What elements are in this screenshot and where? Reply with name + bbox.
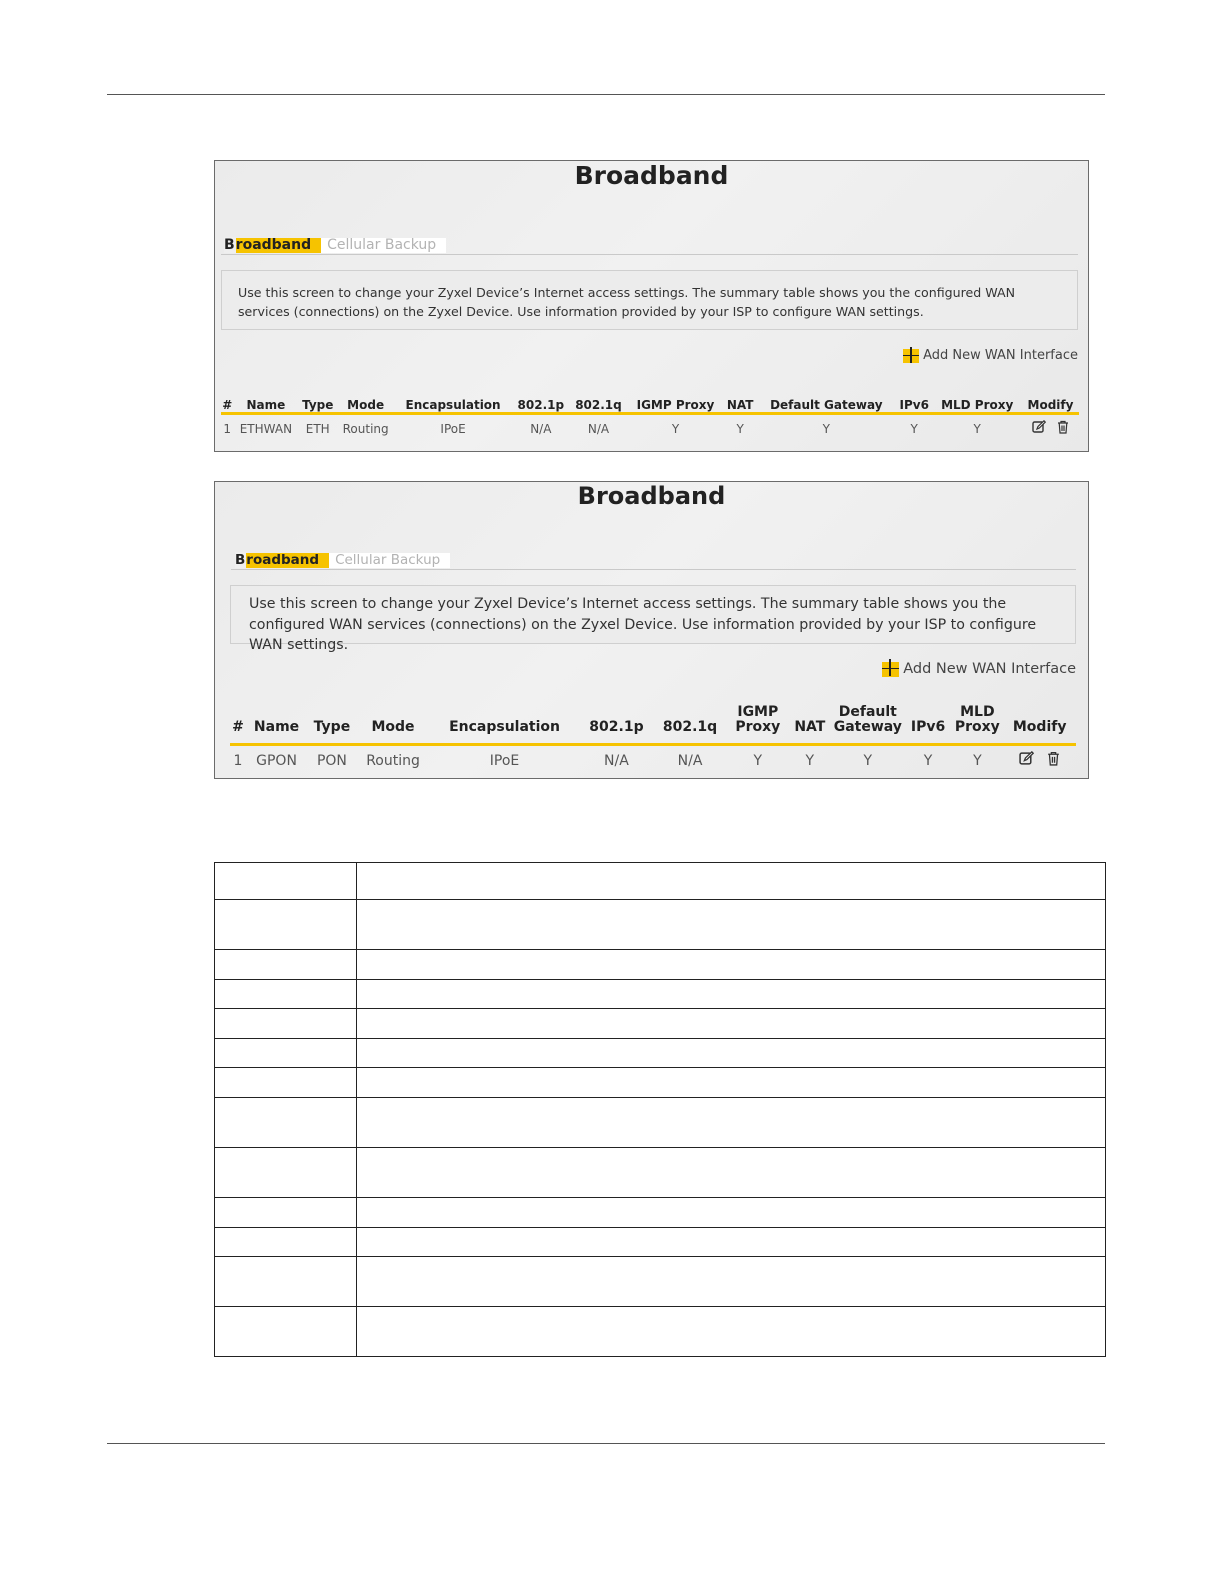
table-row — [215, 1039, 1106, 1068]
table-cell — [357, 1257, 1106, 1307]
table-cell — [215, 1198, 357, 1228]
col-modify: Modify — [1027, 397, 1074, 412]
table-header-row — [221, 383, 1079, 413]
col-mld-proxy: MLD Proxy — [954, 703, 1000, 735]
cell-default-gateway: Y — [863, 752, 873, 769]
cell-mode: Routing — [342, 421, 389, 436]
table-cell — [357, 900, 1106, 950]
table-cell — [357, 1098, 1106, 1148]
table-row — [230, 744, 1076, 776]
col-ipv6: IPv6 — [910, 718, 946, 735]
table-header-row — [230, 702, 1076, 744]
cell-8021p: N/A — [530, 421, 552, 436]
cell-index: 1 — [223, 421, 232, 436]
col-8021p: 802.1p — [589, 718, 644, 735]
tab-cellular-backup[interactable]: Cellular Backup — [329, 553, 450, 568]
table-row — [215, 1198, 1106, 1228]
table-row — [215, 1098, 1106, 1148]
description-text: Use this screen to change your Zyxel Device’s Internet access settings. The summary table shows you the configured WAN services (connections) on the Zyxel Device. Use information provided by your ISP to configure WAN settings. — [249, 596, 1037, 653]
table-row — [221, 413, 1079, 443]
col-8021q: 802.1q — [575, 397, 622, 412]
col-8021q: 802.1q — [662, 718, 718, 735]
col-8021p: 802.1p — [517, 397, 565, 412]
add-wan-interface-label: Add New WAN Interface — [923, 348, 1078, 363]
table-row — [215, 1009, 1106, 1039]
table-cell — [357, 1009, 1106, 1039]
table-cell — [357, 1198, 1106, 1228]
table-row — [215, 1068, 1106, 1098]
col-name: Name — [253, 718, 300, 735]
col-ipv6: IPv6 — [899, 397, 929, 412]
cell-name: ETHWAN — [239, 421, 293, 436]
col-mode: Mode — [371, 718, 415, 735]
col-modify: Modify — [1012, 718, 1067, 735]
col-type: Type — [313, 718, 351, 735]
col-name: Name — [246, 397, 286, 412]
plus-icon — [882, 662, 899, 677]
page-footer-rule — [107, 1443, 1105, 1444]
cell-nat: Y — [736, 421, 744, 436]
page-title: Broadband — [577, 482, 726, 510]
cell-name: GPON — [256, 752, 297, 769]
field-description-table — [214, 862, 1106, 1357]
cell-nat: Y — [805, 752, 815, 769]
tab-cellular-backup[interactable]: Cellular Backup — [321, 238, 446, 253]
page-header-rule — [107, 94, 1105, 95]
col-nat: NAT — [794, 718, 826, 735]
table-cell — [215, 950, 357, 980]
table-cell — [357, 1148, 1106, 1198]
cell-modify — [1003, 744, 1076, 776]
description-box — [230, 585, 1076, 653]
table-row — [215, 980, 1106, 1009]
description-text: Use this screen to change your Zyxel Device’s Internet access settings. The summary table shows you the configured WAN services (connections) on the Zyxel Device. Use information provided by your ISP to configure WAN settings. — [238, 285, 1016, 319]
col-default-gateway: Default Gateway — [833, 703, 902, 735]
add-wan-interface-button[interactable] — [903, 348, 1078, 363]
cell-igmp-proxy: Y — [753, 752, 763, 769]
cell-8021q: N/A — [587, 421, 610, 436]
col-nat: NAT — [726, 397, 754, 412]
table-cell — [357, 1228, 1106, 1257]
tab-divider — [221, 254, 1078, 255]
wan-table — [221, 383, 1079, 443]
table-cell — [357, 1068, 1106, 1098]
col-igmp-proxy: IGMP Proxy — [735, 703, 781, 735]
edit-icon[interactable] — [1019, 751, 1034, 770]
table-cell — [215, 980, 357, 1009]
table-cell — [215, 1228, 357, 1257]
tab-broadband[interactable]: Broadband — [235, 553, 329, 568]
tab-bar — [235, 553, 450, 568]
cell-type: ETH — [305, 421, 330, 436]
table-row — [215, 1307, 1106, 1357]
description-box — [221, 270, 1078, 330]
table-cell — [357, 1307, 1106, 1357]
table-cell — [215, 863, 357, 900]
table-cell — [357, 950, 1106, 980]
col-mode: Mode — [347, 397, 385, 412]
broadband-screenshot-2 — [214, 481, 1089, 779]
table-row — [215, 1228, 1106, 1257]
edit-icon[interactable] — [1032, 420, 1046, 437]
table-cell — [215, 1148, 357, 1198]
col-mld-proxy: MLD Proxy — [941, 397, 1014, 412]
col-encapsulation: Encapsulation — [449, 718, 560, 735]
col-default-gateway: Default Gateway — [770, 397, 883, 412]
cell-encapsulation: IPoE — [489, 752, 520, 769]
cell-mode: Routing — [366, 752, 420, 769]
plus-icon — [903, 349, 919, 363]
cell-type: PON — [316, 752, 347, 769]
table-cell — [215, 1307, 357, 1357]
table-cell — [357, 980, 1106, 1009]
table-cell — [215, 1039, 357, 1068]
col-index: # — [232, 718, 244, 735]
col-igmp-proxy: IGMP Proxy — [636, 397, 715, 412]
table-row — [215, 900, 1106, 950]
cell-8021q: N/A — [677, 752, 703, 769]
broadband-screenshot-1 — [214, 160, 1089, 452]
trash-icon[interactable] — [1057, 420, 1069, 437]
tab-bar — [224, 238, 446, 253]
tab-broadband[interactable]: Broadband — [224, 238, 321, 253]
cell-8021p: N/A — [604, 752, 629, 769]
table-cell — [215, 900, 357, 950]
add-wan-interface-button[interactable] — [882, 661, 1076, 677]
col-encapsulation: Encapsulation — [405, 397, 501, 412]
table-row — [215, 1148, 1106, 1198]
table-cell — [357, 1039, 1106, 1068]
cell-ipv6: Y — [910, 421, 918, 436]
tab-divider — [231, 569, 1076, 570]
cell-default-gateway: Y — [822, 421, 830, 436]
add-wan-interface-label: Add New WAN Interface — [903, 661, 1076, 677]
table-cell — [215, 1009, 357, 1039]
cell-mld-proxy: Y — [973, 752, 982, 769]
table-row — [215, 1257, 1106, 1307]
cell-igmp-proxy: Y — [671, 421, 680, 436]
col-type: Type — [302, 397, 334, 412]
table-header-row — [215, 863, 1106, 900]
cell-index: 1 — [233, 752, 243, 769]
table-cell — [357, 863, 1106, 900]
col-index: # — [222, 397, 233, 412]
page-title: Broadband — [574, 161, 729, 190]
cell-mld-proxy: Y — [973, 421, 981, 436]
trash-icon[interactable] — [1047, 751, 1060, 770]
cell-encapsulation: IPoE — [440, 421, 466, 436]
table-row — [215, 950, 1106, 980]
wan-table — [230, 702, 1076, 776]
table-cell — [215, 1098, 357, 1148]
table-cell — [215, 1257, 357, 1307]
table-cell — [215, 1068, 357, 1098]
cell-ipv6: Y — [923, 752, 933, 769]
cell-modify — [1022, 413, 1079, 443]
